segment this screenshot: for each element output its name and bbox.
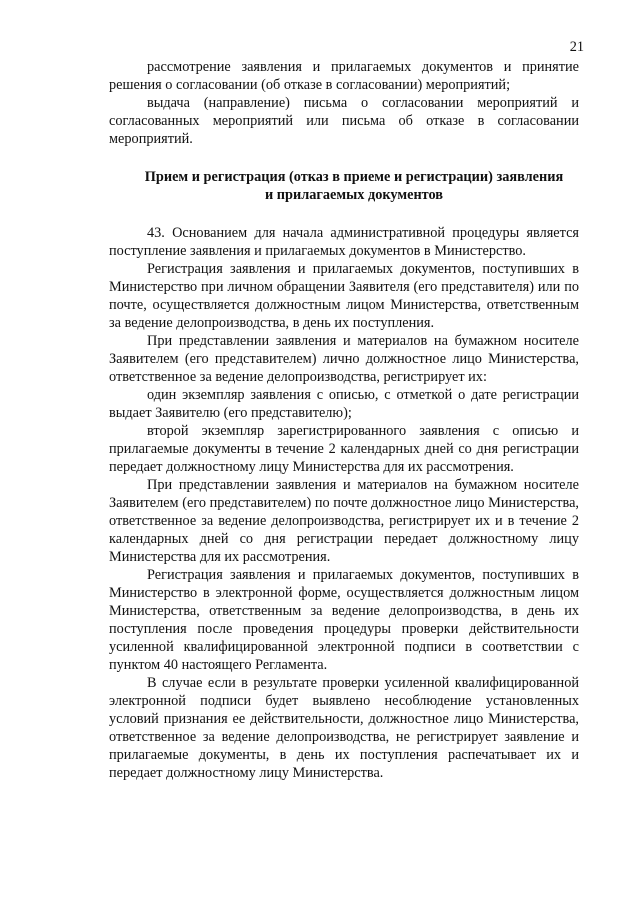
body-paragraph: Регистрация заявления и прилагаемых документов, поступивших в Министерство в электронной форме, осуществляется должностным лицом Министерства, ответственным за ведение делопроизводства, в день их поступления после проведения процедуры проверки действительности усиленной квалифицированной электронной подписи в соответствии с пунктом 40 настоящего Регламента. [109,567,579,673]
page-number: 21 [569,39,584,55]
intro-paragraph: выдача (направление) письма о согласовании мероприятий и согласованных мероприятий или письма об отказе в согласовании мероприятий. [109,95,579,147]
body-paragraph: При представлении заявления и материалов на бумажном носителе Заявителем (его представителем) по почте должностное лицо Министерства, ответственное за ведение делопроизводства, регистрирует их и в течение 2 календарных дней со дня регистрации передает должностному лицу Министерства для их рассмотрения. [109,477,579,565]
body-paragraph: один экземпляр заявления с описью, с отметкой о дате регистрации выдает Заявителю (его представителю); [109,387,579,421]
spacer [109,148,579,168]
section-heading-line: Прием и регистрация (отказ в приеме и регистрации) заявления [144,169,564,185]
body-paragraph: 43. Основанием для начала административной процедуры является поступление заявления и прилагаемых документов в Министерство. [109,225,579,259]
intro-paragraph: рассмотрение заявления и прилагаемых документов и принятие решения о согласовании (об отказе в согласовании) мероприятий; [109,59,579,93]
section-heading-line: и прилагаемых документов [264,187,444,203]
spacer [109,204,579,224]
body-paragraph: Регистрация заявления и прилагаемых документов, поступивших в Министерство при личном обращении Заявителя (его представителя) или по почте, осуществляется должностным лицом Министерства, ответственным за ведение делопроизводства, в день их поступления. [109,261,579,331]
body-paragraph: второй экземпляр зарегистрированного заявления с описью и прилагаемые документы в течение 2 календарных дней со дня регистрации передает должностному лицу Министерства для их рассмотрения. [109,423,579,475]
page-content [109,58,579,782]
body-paragraph: В случае если в результате проверки усиленной квалифицированной электронной подписи будет выявлено несоблюдение установленных условий признания ее действительности, должностное лицо Министерства, ответственное за ведение делопроизводства, не регистрирует заявление и прилагаемые документы, в день их поступления распечатывает их и передает должностному лицу Министерства. [109,675,579,781]
body-paragraph: При представлении заявления и материалов на бумажном носителе Заявителем (его представителем) лично должностное лицо Министерства, ответственное за ведение делопроизводства, регистрирует их: [109,333,579,385]
